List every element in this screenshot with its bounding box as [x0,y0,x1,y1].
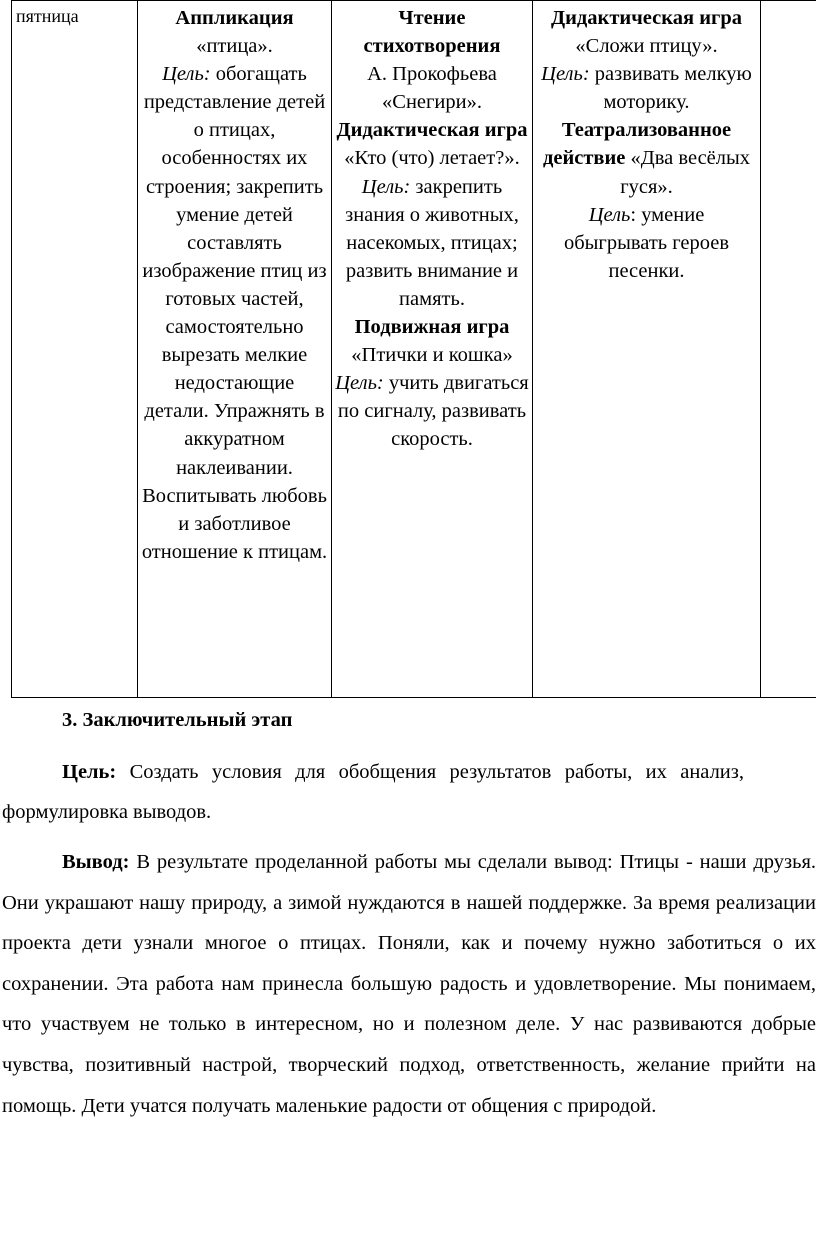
theatre-action-goal-text: : умение обыгрывать героев песенки. [563,203,730,282]
theatre-action-title: Театрализованное действие [542,119,732,170]
applique-title: Аппликация [175,7,294,29]
mobile-game-title: Подвижная игра [354,316,510,339]
applique-goal-text-wrap [142,63,327,563]
theatre-action-name: «Два весёлых гуся». [620,147,751,198]
theatre-action-goal [536,201,757,285]
mobile-game-goal-label: Цель: [335,372,384,395]
reading-title: Чтение стихотворения [363,7,501,58]
didactic-game-2-name: «Сложи птицу». [575,35,718,58]
didactic-game-1-goal-text: закрепить знания о животных, насекомых, птицах; развить внимание и память. [345,175,519,310]
stage-goal-paragraph [0,752,816,832]
conclusion-label: Вывод: [62,851,130,873]
table-row-friday [12,1,816,698]
mobile-game-name: «Птички и кошка» [351,344,513,367]
reading-games-cell [332,1,533,698]
theatre-action [536,116,757,200]
reading-name: А. Прокофьева «Снегири». [367,63,497,114]
didactic-game-1-name: «Кто (что) летает?». [344,147,520,170]
stage-goal-label: Цель: [62,761,117,783]
didactic-game-2-goal-label: Цель: [541,63,590,86]
activity-plan-table [11,0,816,698]
stage-goal-text: Создать условия для обобщения результатов работы, их анализ, формулировка выводов. [2,761,744,823]
applique-goal-text: обогащать представление детей о птицах, особенностях их строения; закрепить умение детей составлять изображение птиц из готовых частей, самостоятельно вырезать мелкие недостающие детали. Упражнять в аккуратном наклеивании. Воспитывать любовь и заботливое отношение к птицам. [141,63,328,563]
applique-cell [138,1,332,698]
didactic-game-1-goal [335,173,529,313]
didactic-game-1-title: Дидактическая игра [336,119,528,142]
mobile-game [335,313,529,369]
day-label: пятница [16,6,79,26]
didactic-game-2-goal-text: развивать мелкую моторику. [594,63,752,114]
day-cell [12,1,138,698]
conclusion-paragraph [0,842,816,1126]
empty-cell [761,1,816,698]
didactic-game-2 [536,4,757,60]
didactic-theatre-cell [533,1,761,698]
applique-goal-label: Цель: [162,63,211,86]
mobile-game-goal [335,369,529,453]
stage-heading: 3. Заключительный этап [62,709,293,731]
didactic-game-2-title: Дидактическая игра [551,7,742,29]
didactic-game-1-goal-label: Цель: [361,175,411,198]
didactic-game-2-goal [536,60,757,116]
applique-name: «птица». [196,35,273,58]
conclusion-text: В результате проделанной работы мы сделали вывод: Птицы - наши друзья. Они украшают нашу природу, а зимой нуждаются в нашей поддержке. За время реализации проекта дети узнали многое о птицах. Поняли, как и почему нужно заботиться о их сохранении. Эта работа нам принесла большую радость и удовлетворение. Мы понимаем, что участвуем не только в интересном, но и полезном деле. У нас развиваются добрые чувства, позитивный настрой, творческий подход, ответственность, желание прийти на помощь. Дети учатся получать маленькие радости от общения с природой. [2,851,816,1117]
mobile-game-goal-text: учить двигаться по сигналу, развивать скорость. [337,372,529,451]
didactic-game-1 [335,116,529,172]
theatre-action-goal-label: Цель [588,203,631,226]
